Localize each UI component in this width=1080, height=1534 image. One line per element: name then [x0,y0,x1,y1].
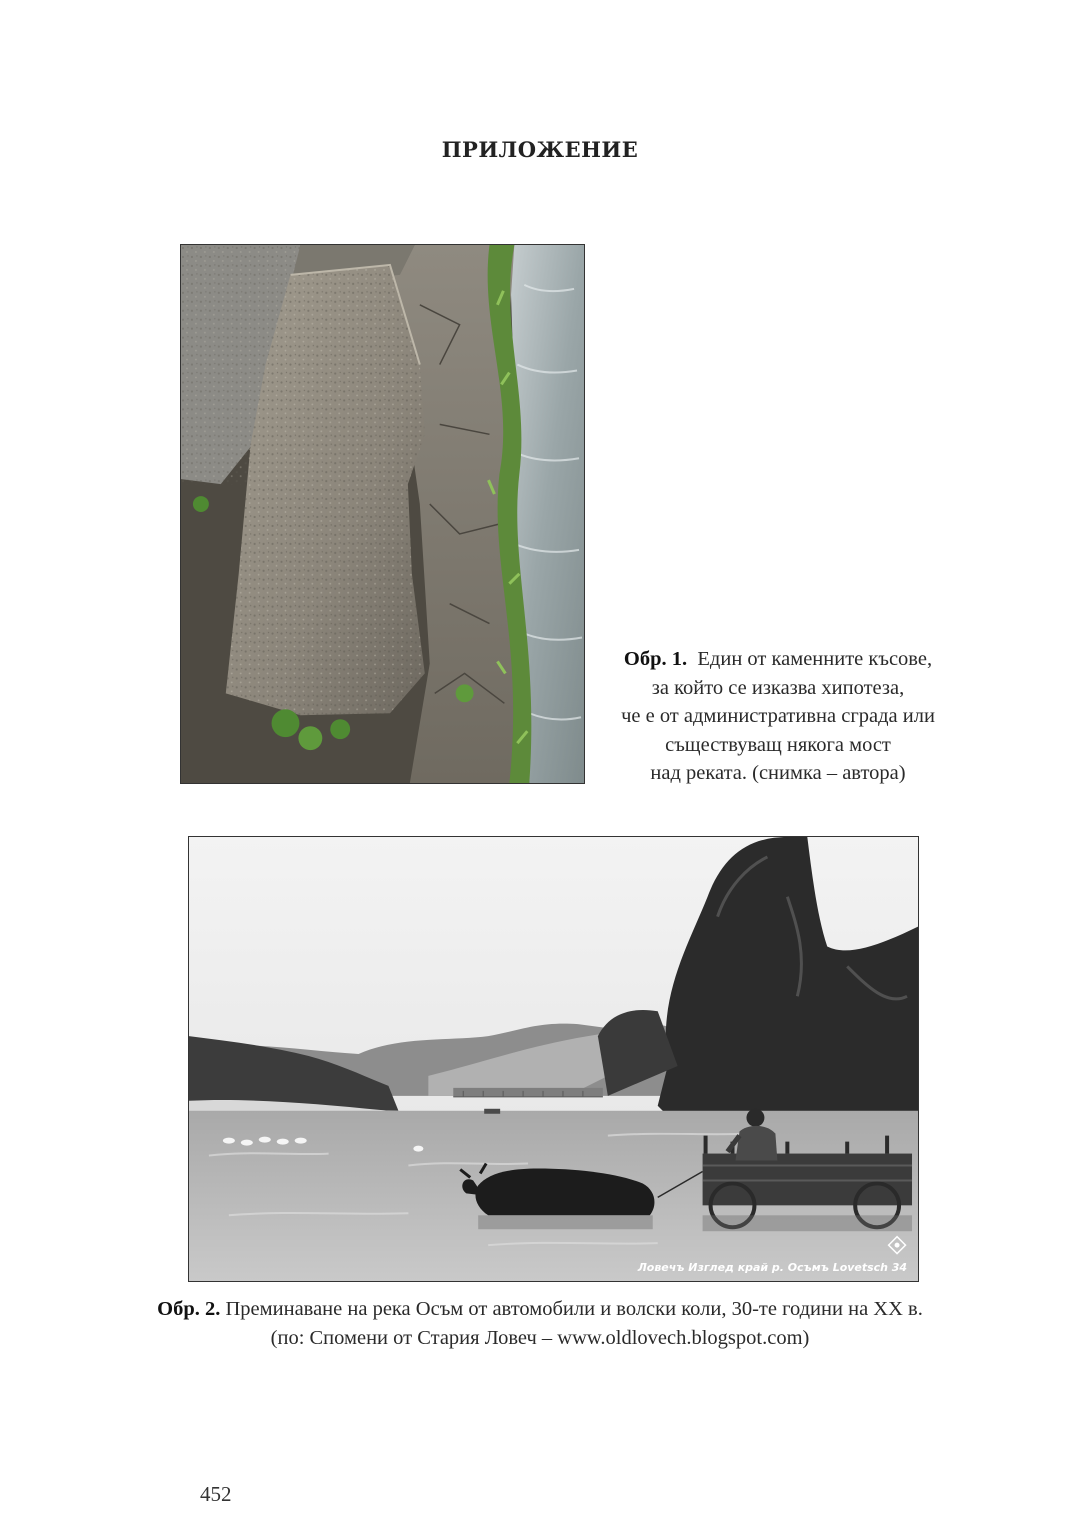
figure-2-caption [0,1295,1080,1353]
caption-line-4: съществуващ някога мост [665,733,891,756]
caption-line-1: Обр. 2. Преминаване на река Осъм от автомобили и волски коли, 30-те години на XX в. [157,1298,923,1320]
page-number: 452 [200,1482,232,1506]
figure-1-label: Обр. 1. [623,648,688,670]
caption-line-5: над реката. (снимка – автора) [650,762,906,784]
figure-1-caption [598,645,958,788]
caption-line-2: за който се изказва хипотеза, [651,676,905,699]
page-title: ПРИЛОЖЕНИЕ [441,137,639,162]
caption-line-3: че е от административна сграда или [621,705,935,727]
postcard-imprint: Ловечъ Изглед край р. Осъмъ Lovetsch 34 [637,1261,908,1275]
figure-1-photo [180,244,585,784]
caption-line-2: (по: Спомени от Стария Ловеч – www.oldlovech.blogspot.com) [270,1327,810,1349]
caption-line-1: Обр. 1. Един от каменните късове, [623,648,933,670]
figure-2-photo [188,836,919,1282]
figure-2-label: Обр. 2. [157,1298,221,1320]
